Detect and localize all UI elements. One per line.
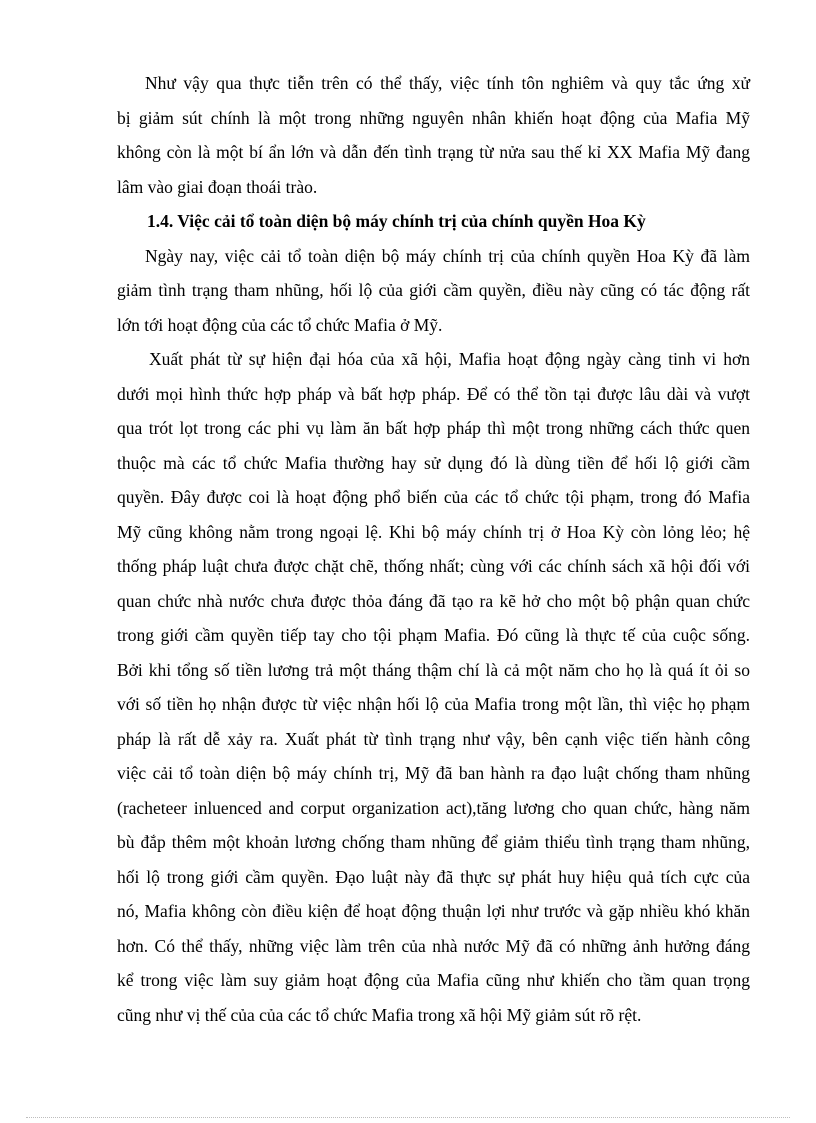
paragraph-line: không còn là một bí ẩn lớn và dẫn đến tình trạng từ nửa sau thế kỉ XX Mafia Mỹ đang [117, 142, 750, 162]
paragraph-line: bị giảm sút chính là một trong những nguyên nhân khiến hoạt động của Mafia Mỹ [117, 107, 750, 128]
paragraph-line: Xuất phát từ sự hiện đại hóa của xã hội, Mafia hoạt động ngày càng tinh vi hơn [149, 349, 750, 369]
paragraph-line: cũng như vị thế của của các tổ chức Mafia trong xã hội Mỹ giảm sút rõ rệt. [117, 1004, 642, 1025]
paragraph-line: (racheteer inluenced and corput organization act),tăng lương cho quan chức, hàng năm [117, 797, 750, 818]
paragraph-line: giảm tình trạng tham nhũng, hối lộ của giới cầm quyền, điều này cũng có tác động rất [117, 280, 750, 300]
paragraph-line: việc cải tổ toàn diện bộ máy chính trị, Mỹ đã ban hành ra đạo luật chống tham nhũng [117, 763, 750, 783]
paragraph-1 [117, 66, 750, 204]
paragraph-line: pháp là rất dễ xảy ra. Xuất phát từ tình trạng như vậy, bên cạnh việc tiến hành công [117, 728, 750, 749]
paragraph-line: quan chức nhà nước chưa được thỏa đáng đã tạo ra kẽ hở cho một bộ phận quan chức [117, 590, 750, 611]
paragraph-line: nó, Mafia không còn điều kiện để hoạt động thuận lợi như trước và gặp nhiều khó khăn [117, 901, 750, 921]
paragraph-line: Mỹ cũng không nằm trong ngoại lệ. Khi bộ máy chính trị ở Hoa Kỳ còn lỏng lẻo; hệ [117, 521, 750, 542]
paragraph-line: thống pháp luật chưa được chặt chẽ, thống nhất; cùng với các chính sách xã hội đối với [117, 556, 750, 576]
paragraph-line: lớn tới hoạt động của các tổ chức Mafia ở Mỹ. [117, 314, 443, 335]
paragraph-line: hơn. Có thể thấy, những việc làm trên của nhà nước Mỹ đã có những ảnh hưởng đáng [117, 935, 750, 956]
paragraph-line: hối lộ trong giới cầm quyền. Đạo luật này đã thực sự phát huy hiệu quả tích cực của [117, 866, 750, 887]
paragraph-line: lâm vào giai đoạn thoái trào. [117, 176, 318, 197]
paragraph-line: kể trong việc làm suy giảm hoạt động của Mafia cũng như khiến cho tầm quan trọng [117, 970, 750, 990]
paragraph-line: với số tiền họ nhận được từ việc nhận hối lộ của Mafia trong một lần, thì việc họ phạm [117, 694, 750, 714]
paragraph-line: Ngày nay, việc cải tổ toàn diện bộ máy chính trị của chính quyền Hoa Kỳ đã làm [145, 245, 750, 266]
paragraph-line: bù đắp thêm một khoản lương chống tham nhũng để giảm thiểu tình trạng tham nhũng, [117, 832, 750, 852]
paragraph-line: qua trót lọt trong các phi vụ làm ăn bất hợp pháp thì một trong những cách thức quen [117, 418, 750, 438]
paragraph-line: quyền. Đây được coi là hoạt động phổ biến của các tổ chức tội phạm, trong đó Mafia [117, 487, 750, 507]
section-heading: 1.4. Việc cải tổ toàn diện bộ máy chính trị của chính quyền Hoa Kỳ [147, 211, 646, 231]
paragraph-line: trong giới cầm quyền tiếp tay cho tội phạm Mafia. Đó cũng là thực tế của cuộc sống. [117, 625, 750, 645]
page-bottom-divider [26, 1117, 790, 1118]
document-body [117, 66, 750, 1032]
paragraph-line: thuộc mà các tổ chức Mafia thường hay sử dụng đó là dùng tiền để hối lộ giới cầm [117, 452, 750, 473]
paragraph-3 [117, 342, 750, 1032]
paragraph-2 [117, 239, 750, 343]
paragraph-line: Như vậy qua thực tiễn trên có thể thấy, việc tính tôn nghiêm và quy tắc ứng xử [145, 73, 750, 93]
paragraph-line: Bởi khi tổng số tiền lương trả một tháng thậm chí là cả một năm cho họ là quá ít ỏi so [117, 659, 750, 680]
paragraph-line: dưới mọi hình thức hợp pháp và bất hợp pháp. Để có thể tồn tại được lâu dài và vượt [117, 383, 750, 404]
